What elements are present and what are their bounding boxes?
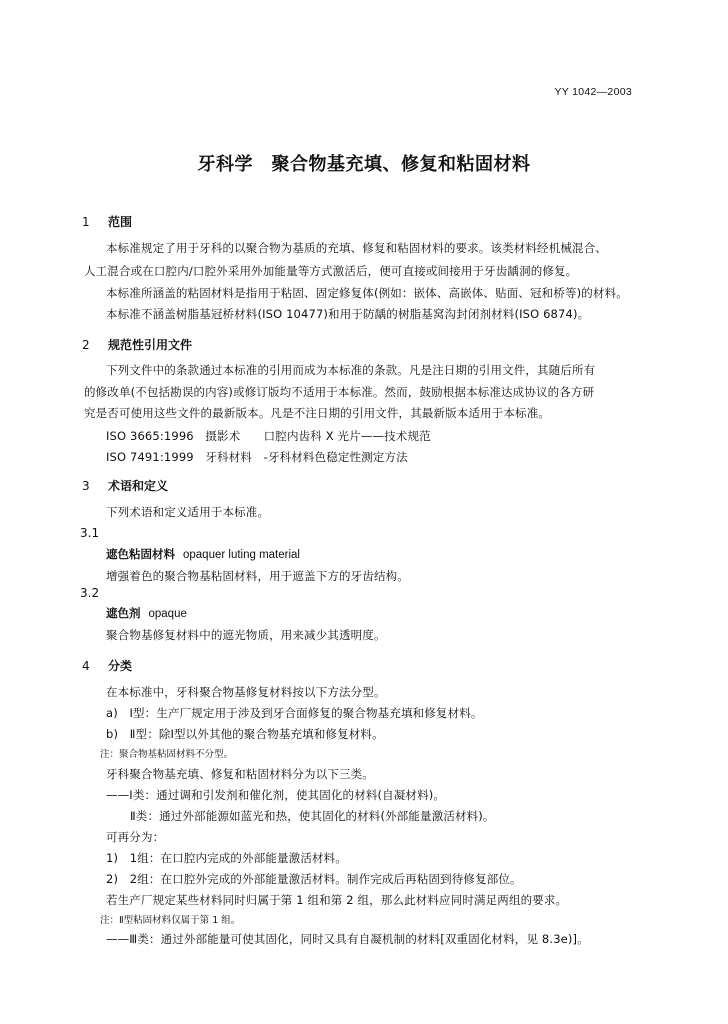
term-definition: 聚合物基修复材料中的遮光物质，用来减少其透明度。 (106, 628, 386, 642)
class-item: ——Ⅲ类：通过外部能量可使其固化，同时又具有自凝机制的材料[双重固化材料，见 8.3e)]。 (106, 932, 589, 946)
term-en: opaque (148, 608, 187, 620)
term-heading (106, 546, 300, 562)
class-item: Ⅱ类：通过外部能源如蓝光和热，使其固化的材料(外部能量激活材料)。 (130, 809, 495, 823)
reference-item: ISO 7491:1999 牙科材料 -牙科材料色稳定性测定方法 (106, 450, 408, 464)
paragraph: 的修改单(不包括勘误的内容)或修订版均不适用于本标准。然而，鼓励根据本标准达成协议的各方研 (84, 385, 595, 399)
section-number: 1 (82, 215, 90, 229)
paragraph: 本标准所涵盖的粘固材料是指用于粘固、固定修复体(例如：嵌体、高嵌体、贴面、冠和桥等)的材料。 (106, 286, 628, 300)
paragraph: 牙科聚合物基充填、修复和粘固材料分为以下三类。 (106, 767, 374, 781)
paragraph: 本标准规定了用于牙科的以聚合物为基质的充填、修复和粘固材料的要求。该类材料经机械混合、 (106, 241, 607, 255)
standard-code: YY 1042—2003 (554, 86, 632, 98)
paragraph: 下列术语和定义适用于本标准。 (106, 505, 270, 519)
section-4-heading (82, 657, 132, 674)
section-title: 规范性引用文件 (108, 338, 193, 352)
page-title: 牙科学 聚合物基充填、修复和粘固材料 (197, 154, 531, 175)
term-cn: 遮色剂 (106, 606, 141, 620)
section-title: 范围 (108, 215, 133, 229)
subsection-number: 3.2 (80, 586, 100, 600)
group-item: 1) 1组：在口腔内完成的外部能量激活材料。 (106, 851, 347, 865)
term-cn: 遮色粘固材料 (106, 547, 175, 561)
paragraph: 人工混合或在口腔内/口腔外采用外加能量等方式激活后，便可直接或间接用于牙齿龋洞的修复。 (84, 264, 578, 278)
term-en: opaquer luting material (183, 549, 300, 561)
subsection-number: 3.1 (80, 526, 100, 540)
paragraph: 下列文件中的条款通过本标准的引用而成为本标准的条款。凡是注日期的引用文件，其随后所有 (106, 363, 596, 377)
term-definition: 增强着色的聚合物基粘固材料，用于遮盖下方的牙齿结构。 (106, 569, 409, 583)
section-title: 术语和定义 (108, 479, 169, 493)
section-2-heading (82, 336, 192, 353)
paragraph: 若生产厂规定某些材料同时归属于第 1 组和第 2 组，那么此材料应同时满足两组的要求。 (106, 893, 568, 907)
note: 注：Ⅱ型粘固材料仅属于第 1 组。 (100, 915, 241, 926)
paragraph: 在本标准中，牙科聚合物基修复材料按以下方法分型。 (106, 685, 386, 699)
section-number: 4 (82, 659, 90, 673)
paragraph: 究是否可使用这些文件的最新版本。凡是不注日期的引用文件，其最新版本适用于本标准。 (84, 406, 550, 420)
class-item: ——Ⅰ类：通过调和引发剂和催化剂，使其固化的材料(自凝材料)。 (106, 788, 446, 802)
section-number: 3 (82, 479, 90, 493)
reference-item: ISO 3665:1996 摄影术 口腔内齿科 X 光片——技术规范 (106, 429, 431, 443)
note: 注：聚合物基粘固材料不分型。 (100, 749, 234, 760)
section-3-heading (82, 477, 168, 494)
section-1-heading (82, 213, 132, 230)
paragraph: 可再分为： (106, 830, 165, 844)
section-title: 分类 (108, 659, 133, 673)
term-heading (106, 605, 187, 621)
list-item: b) Ⅱ型：除Ⅰ型以外其他的聚合物基充填和修复材料。 (106, 727, 384, 741)
section-number: 2 (82, 338, 90, 352)
list-item: a) Ⅰ型：生产厂规定用于涉及到牙合面修复的聚合物基充填和修复材料。 (106, 706, 483, 720)
paragraph: 本标准不涵盖树脂基冠桥材料(ISO 10477)和用于防龋的树脂基窝沟封闭剂材料(ISO 6874)。 (106, 307, 590, 321)
group-item: 2) 2组：在口腔外完成的外部能量激活材料。制作完成后再粘固到待修复部位。 (106, 872, 522, 886)
